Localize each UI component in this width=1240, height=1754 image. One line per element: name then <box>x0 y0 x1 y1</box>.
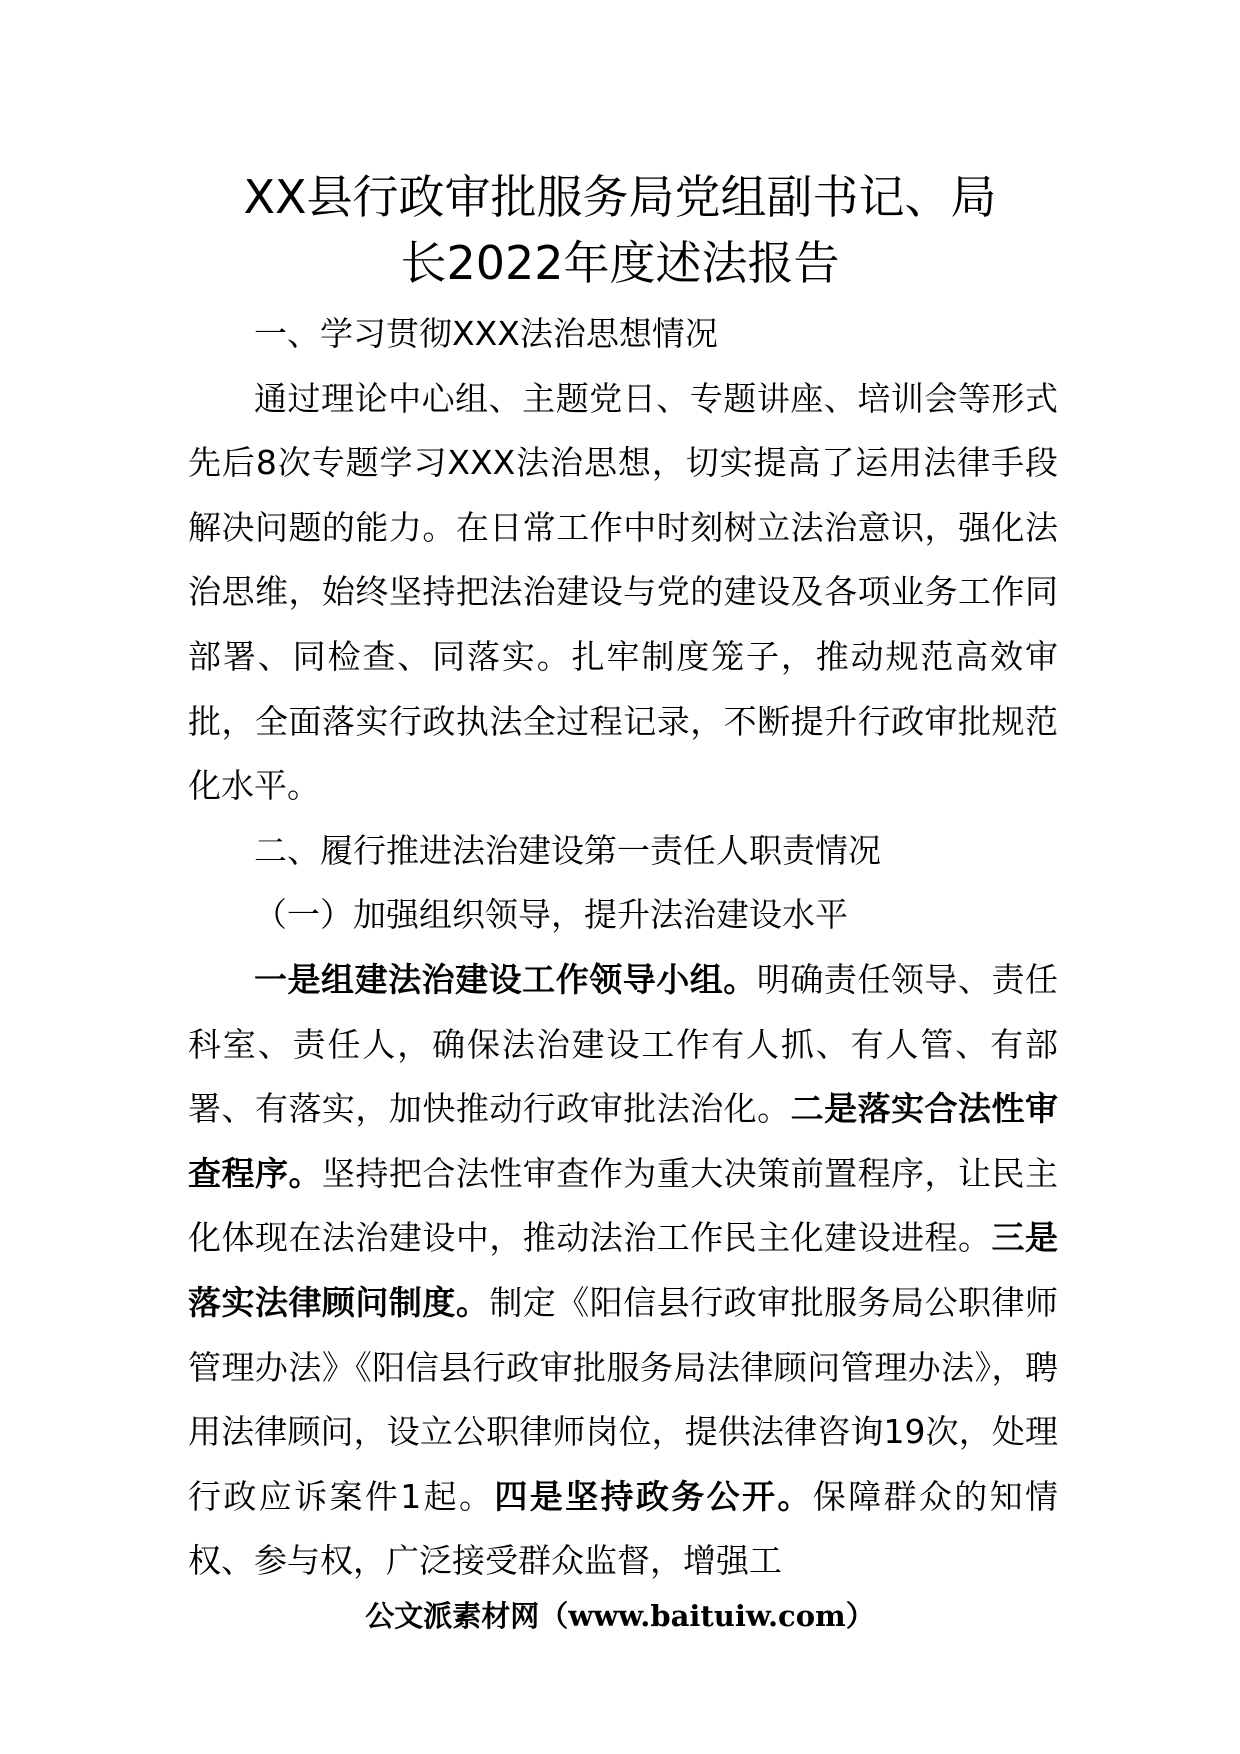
measure-1-heading: 一是组建法治建设工作领导小组。 <box>254 959 757 999</box>
measure-3-heading: 三是落实法律顾问制度。 <box>188 1218 1059 1322</box>
measure-1-text: 明确责任领导、责任科室、责任人，确保法治建设工作有人抓、有人管、有部署、有落实，加快推动行政审批法治化。 <box>188 959 1059 1129</box>
document-body <box>188 302 1058 1594</box>
section-1-heading: 一、学习贯彻XXX法治思想情况 <box>254 314 718 353</box>
section-2-heading: 二、履行推进法治建设第一责任人职责情况 <box>254 830 881 870</box>
subsection-1-heading: （一）加强组织领导，提升法治建设水平 <box>254 895 848 935</box>
measure-2-heading: 二是落实合法性审查程序。 <box>188 1089 1059 1193</box>
measures-paragraph <box>188 948 1058 1594</box>
measure-4-text: 保障群众的知情权、参与权，广泛接受群众监督，增强工 <box>188 1476 1058 1581</box>
section-1-paragraph: 通过理论中心组、主题党日、专题讲座、培训会等形式先后8次专题学习XXX法治思想，切实提高了运用法律手段解决问题的能力。在日常工作中时刻树立法治意识，强化法治思维，始终坚持把法治建设与党的建设及各项业务工作同部署、同检查、同落实。扎牢制度笼子，推动规范高效审批，全面落实行政执法全过程记录，不断提升行政审批规范化水平。 <box>188 378 1058 806</box>
measure-3-text: 制定《阳信县行政审批服务局公职律师管理办法》《阳信县行政审批服务局法律顾问管理办法》，聘用法律顾问，设立公职律师岗位，提供法律咨询19次，处理行政应诉案件1起。 <box>188 1282 1059 1516</box>
document-title-line-2: 长2022年度述法报告 <box>400 236 840 290</box>
document-title-line-1: XX县行政审批服务局党组副书记、局 <box>243 170 997 224</box>
footer-watermark: 公文派素材网（www.baituiw.com） <box>365 1599 875 1633</box>
measure-2-text: 坚持把合法性审查作为重大决策前置程序，让民主化体现在法治建设中，推动法治工作民主化建设进程。 <box>188 1153 1059 1258</box>
measure-4-heading: 四是坚持政务公开。 <box>494 1476 813 1516</box>
